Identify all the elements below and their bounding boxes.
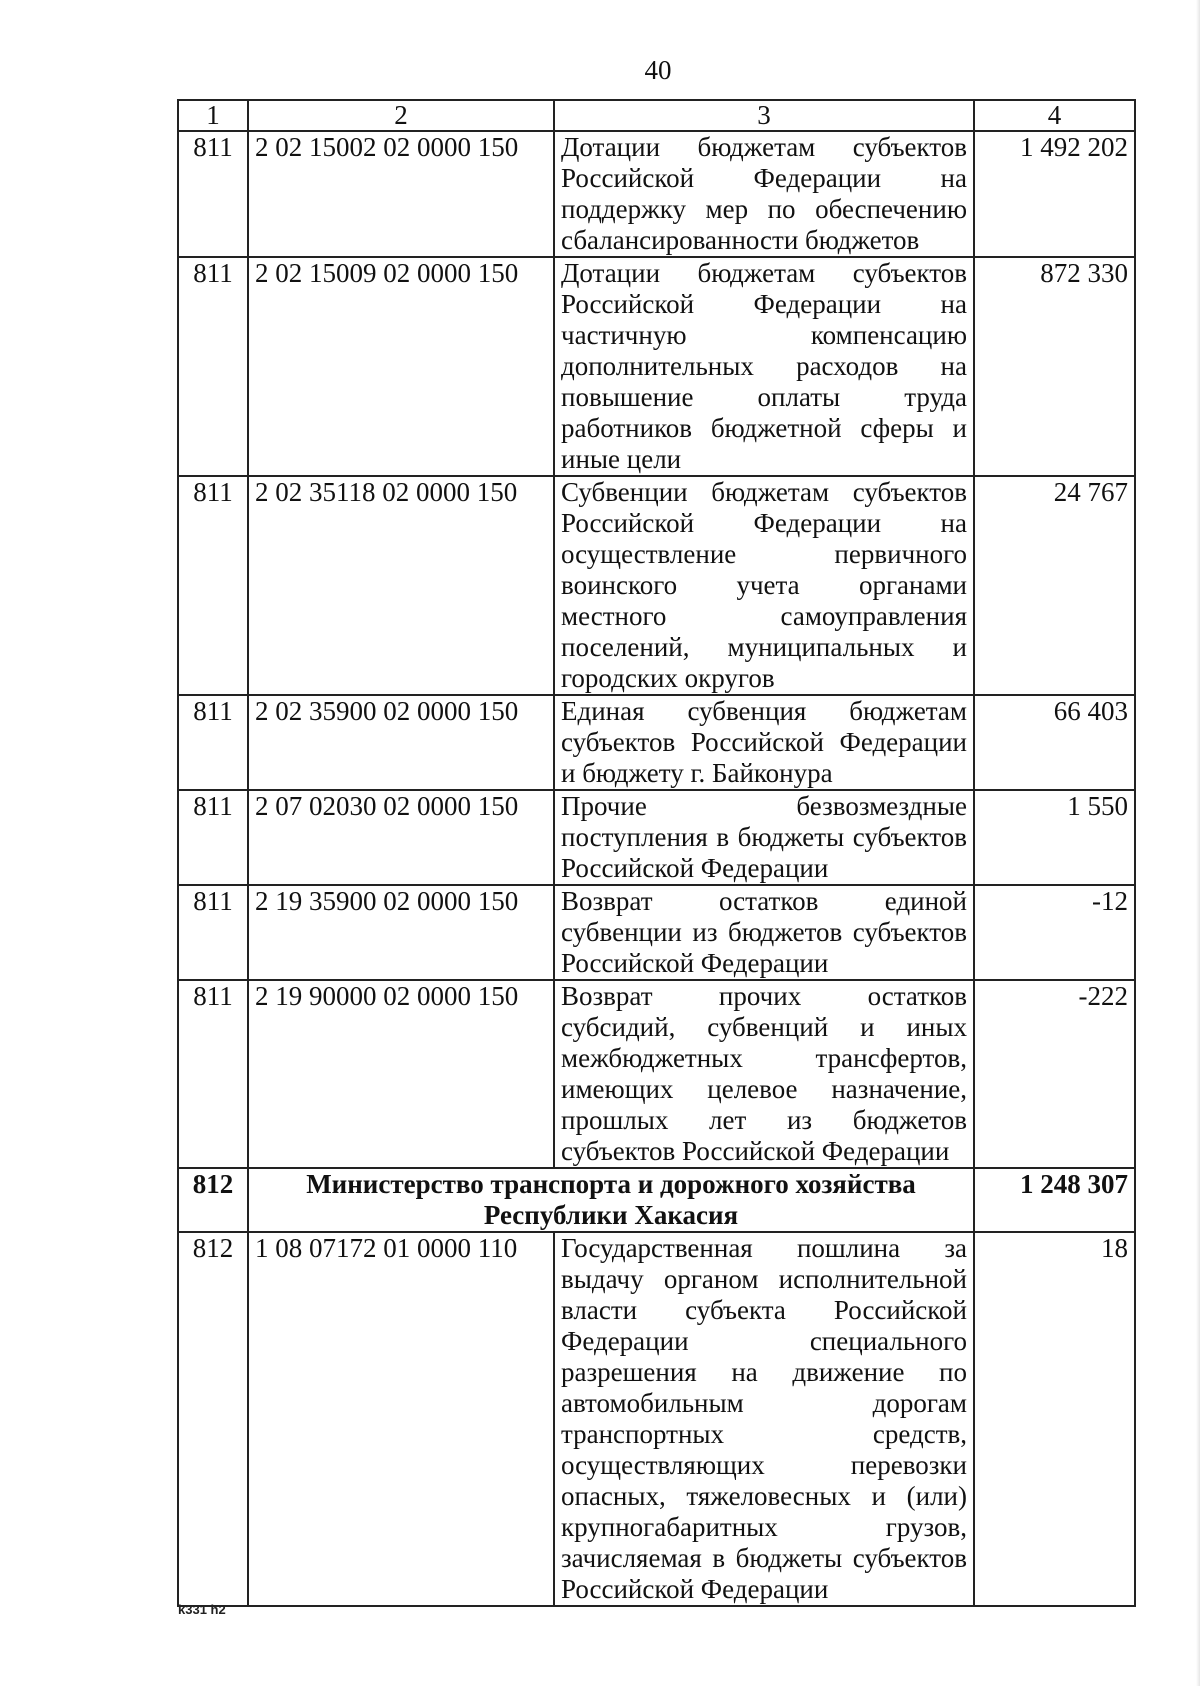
column-number: 2: [248, 100, 554, 131]
table-row: [178, 257, 1135, 476]
revenue-description: Возврат остатков единой субвенции из бюджетов субъектов Российской Федерации: [554, 885, 974, 980]
admin-code: 811: [178, 980, 248, 1168]
amount: -12: [974, 885, 1135, 980]
budget-classification-code: 2 19 35900 02 0000 150: [248, 885, 554, 980]
revenue-description: Дотации бюджетам субъектов Российской Федерации на частичную компенсацию дополнительных расходов на повышение оплаты труда работников бюджетной сферы и иные цели: [554, 257, 974, 476]
revenue-description: Государственная пошлина за выдачу органом исполнительной власти субъекта Российской Федерации специального разрешения на движение по автомобильным дорогам транспортных средств, осуществляющих перевозки опасных, тяжеловесных и (или) крупногабаритных грузов, зачисляемая в бюджеты субъектов Российской Федерации: [554, 1232, 974, 1606]
table-row: [178, 476, 1135, 695]
table-row: [178, 131, 1135, 257]
budget-classification-code: 1 08 07172 01 0000 110: [248, 1232, 554, 1606]
table-row: [178, 790, 1135, 885]
table-row: [178, 885, 1135, 980]
table-row: [178, 980, 1135, 1168]
revenue-description: Субвенции бюджетам субъектов Российской Федерации на осуществление первичного воинского учета органами местного самоуправления поселений, муниципальных и городских округов: [554, 476, 974, 695]
revenue-description: Прочие безвозмездные поступления в бюджеты субъектов Российской Федерации: [554, 790, 974, 885]
budget-classification-code: 2 07 02030 02 0000 150: [248, 790, 554, 885]
section-title: Министерство транспорта и дорожного хозяйства Республики Хакасия: [248, 1168, 974, 1232]
table-row: [178, 1232, 1135, 1606]
column-number: 4: [974, 100, 1135, 131]
scan-edge: [1196, 0, 1200, 1686]
revenue-description: Дотации бюджетам субъектов Российской Федерации на поддержку мер по обеспечению сбалансированности бюджетов: [554, 131, 974, 257]
column-number: 1: [178, 100, 248, 131]
page-number: 40: [644, 55, 672, 85]
amount: 18: [974, 1232, 1135, 1606]
table-row: [178, 695, 1135, 790]
section-row: [178, 1168, 1135, 1232]
table-body: [178, 131, 1135, 1606]
amount: 1 550: [974, 790, 1135, 885]
revenue-description: Возврат прочих остатков субсидий, субвенций и иных межбюджетных трансфертов, имеющих целевое назначение, прошлых лет из бюджетов субъектов Российской Федерации: [554, 980, 974, 1168]
admin-code: 811: [178, 476, 248, 695]
budget-classification-code: 2 02 35118 02 0000 150: [248, 476, 554, 695]
budget-classification-code: 2 02 35900 02 0000 150: [248, 695, 554, 790]
revenue-table: [177, 99, 1136, 1607]
section-admin-code: 812: [178, 1168, 248, 1232]
admin-code: 811: [178, 257, 248, 476]
section-total-amount: 1 248 307: [974, 1168, 1135, 1232]
column-number: 3: [554, 100, 974, 131]
admin-code: 811: [178, 695, 248, 790]
admin-code: 811: [178, 885, 248, 980]
amount: 66 403: [974, 695, 1135, 790]
document-code: k331 h2: [178, 1602, 226, 1617]
admin-code: 811: [178, 131, 248, 257]
budget-classification-code: 2 19 90000 02 0000 150: [248, 980, 554, 1168]
amount: -222: [974, 980, 1135, 1168]
revenue-description: Единая субвенция бюджетам субъектов Российской Федерации и бюджету г. Байконура: [554, 695, 974, 790]
admin-code: 812: [178, 1232, 248, 1606]
column-number-row: [178, 100, 1135, 131]
amount: 872 330: [974, 257, 1135, 476]
budget-classification-code: 2 02 15009 02 0000 150: [248, 257, 554, 476]
amount: 1 492 202: [974, 131, 1135, 257]
admin-code: 811: [178, 790, 248, 885]
amount: 24 767: [974, 476, 1135, 695]
table-header: [178, 100, 1135, 131]
budget-classification-code: 2 02 15002 02 0000 150: [248, 131, 554, 257]
